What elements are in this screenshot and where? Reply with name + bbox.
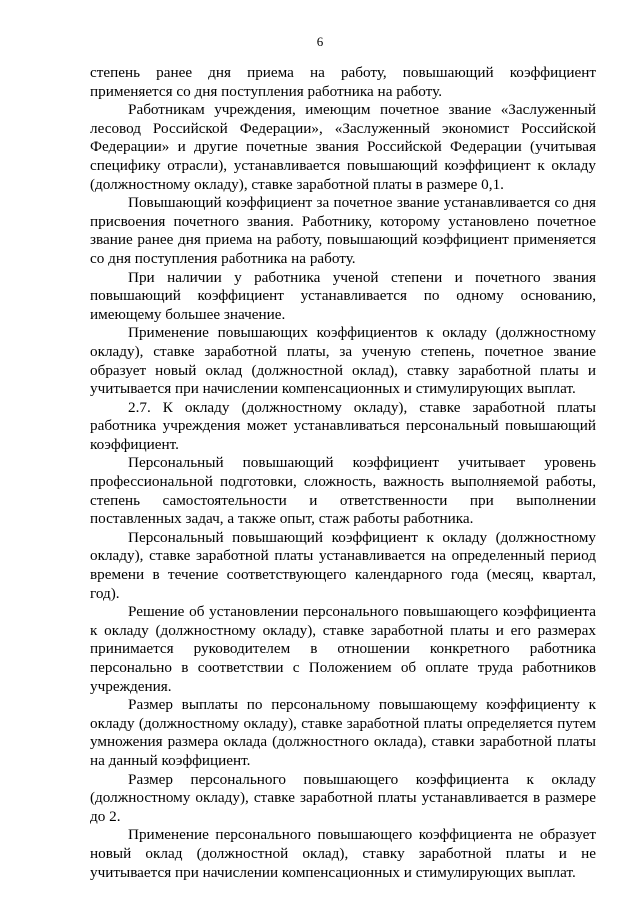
- paragraph: Персональный повышающий коэффициент учитывает уровень профессиональной подготовки, сложность, важность выполняемой работы, степень самостоятельности и ответственности при выполнении поставленных задач, а также опыт, стаж работы работника.: [90, 454, 596, 528]
- document-body: [90, 64, 596, 882]
- paragraph: При наличии у работника ученой степени и почетного звания повышающий коэффициент устанавливается по одному основанию, имеющему большее значение.: [90, 268, 596, 323]
- paragraph: Применение повышающих коэффициентов к окладу (должностному окладу), ставке заработной платы, за ученую степень, почетное звание образует новый оклад (должностной оклад), ставку заработной платы и учитывается при начислении компенсационных и стимулирующих выплат.: [90, 324, 596, 398]
- paragraph: Применение персонального повышающего коэффициента не образует новый оклад (должностной оклад), ставку заработной платы и не учитывается при начислении компенсационных и стимулирующих выплат.: [90, 826, 596, 881]
- paragraph: 2.7. К окладу (должностному окладу), ставке заработной платы работника учреждения может устанавливаться персональный повышающий коэффициент.: [90, 398, 596, 453]
- paragraph: Работникам учреждения, имеющим почетное звание «Заслуженный лесовод Российской Федерации», «Заслуженный экономист Российской Федерации» и другие почетные звания Российской Федерации (учитывая специфику отрасли), устанавливается повышающий коэффициент к окладу (должностному окладу), ставке заработной платы в размере 0,1.: [90, 101, 596, 193]
- paragraph: Размер персонального повышающего коэффициента к окладу (должностному окладу), ставке заработной платы устанавливается в размере до 2.: [90, 770, 596, 825]
- paragraph: Решение об установлении персонального повышающего коэффициента к окладу (должностному окладу), ставке заработной платы и его размерах принимается руководителем в отношении конкретного работника персонально в соответствии с Положением об оплате труда работников учреждения.: [90, 603, 596, 695]
- paragraph: Повышающий коэффициент за почетное звание устанавливается со дня присвоения почетного звания. Работнику, которому установлено почетное звание ранее дня приема на работу, повышающий коэффициент применяется со дня поступления работника на работу.: [90, 194, 596, 267]
- paragraph: Размер выплаты по персональному повышающему коэффициенту к окладу (должностному окладу), ставке заработной платы определяется путем умножения размера оклада (должностного оклада), ставки заработной платы на данный коэффициент.: [90, 696, 596, 769]
- paragraph: степень ранее дня приема на работу, повышающий коэффициент применяется со дня поступления работника на работу.: [90, 64, 596, 100]
- page-number: 6: [316, 34, 324, 49]
- paragraph: Персональный повышающий коэффициент к окладу (должностному окладу), ставке заработной платы устанавливается на определенный период времени в течение соответствующего календарного года (месяц, квартал, год).: [90, 528, 596, 602]
